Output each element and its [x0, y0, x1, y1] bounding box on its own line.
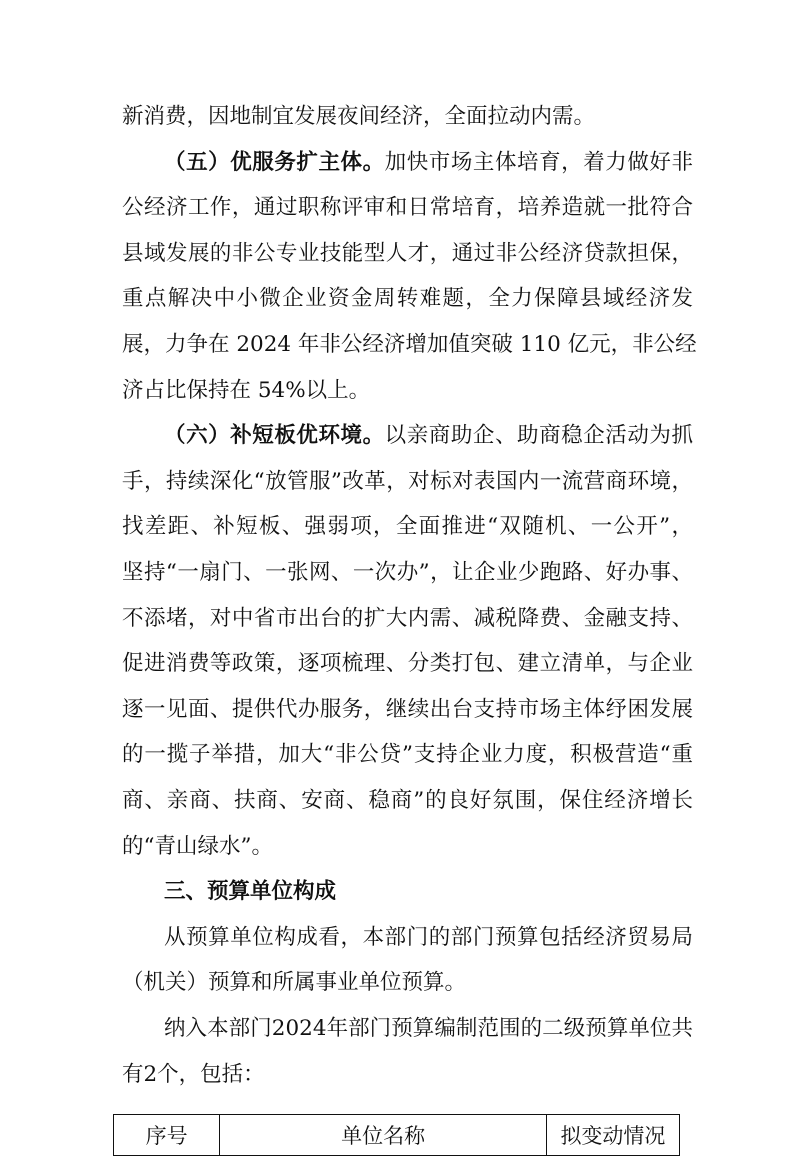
paragraph-text: 以亲商助企、助商稳企活动为抓	[384, 423, 693, 449]
paragraph-line	[164, 147, 693, 179]
paragraph-line: 有2个，包括：	[122, 1061, 265, 1087]
paragraph-line: 县域发展的非公专业技能型人才，通过非公经济贷款担保，	[122, 240, 693, 266]
column-header-unit-name: 单位名称	[220, 1115, 547, 1156]
paragraph-line: 从预算单位构成看，本部门的部门预算包括经济贸易局	[164, 924, 693, 950]
paragraph-line: 公经济工作，通过职称评审和日常培育，培养造就一批符合	[122, 195, 693, 221]
table-header-row	[114, 1115, 680, 1156]
column-header-change: 拟变动情况	[546, 1115, 679, 1156]
paragraph-line: 的“青山绿水”。	[122, 833, 273, 859]
paragraph-line: 逐一见面、提供代办服务，继续出台支持市场主体纾困发展	[122, 696, 693, 722]
paragraph-line: 找差距、补短板、强弱项，全面推进“双随机、一公开”，	[122, 514, 693, 540]
paragraph-heading: （六）补短板优环境。	[164, 423, 385, 449]
paragraph-line: 济占比保持在 54%以上。	[122, 377, 371, 403]
section-title: 三、预算单位构成	[164, 879, 337, 905]
paragraph-line: 展，力争在 2024 年非公经济增加值突破 110 亿元，非公经	[122, 332, 697, 357]
paragraph-line: （机关）预算和所属事业单位预算。	[122, 970, 467, 996]
budget-units-table	[113, 1114, 680, 1156]
paragraph-line: 坚持“一扇门、一张网、一次办”，让企业少跑路、好办事、	[122, 560, 693, 585]
paragraph-text: 加快市场主体培育，着力做好非	[384, 149, 693, 175]
paragraph-line: 促进消费等政策，逐项梳理、分类打包、建立清单，与企业	[122, 651, 693, 677]
paragraph-line: 手，持续深化“放管服”改革，对标对表国内一流营商环境，	[122, 468, 693, 494]
paragraph-line: 纳入本部门2024年部门预算编制范围的二级预算单位共	[164, 1016, 693, 1041]
paragraph-line: 的一揽子举措，加大“非公贷”支持企业力度，积极营造“重	[122, 742, 693, 768]
paragraph-line: 重点解决中小微企业资金周转难题，全力保障县域经济发	[122, 286, 693, 312]
column-header-index: 序号	[114, 1115, 220, 1156]
paragraph-line: 不添堵，对中省市出台的扩大内需、减税降费、金融支持、	[122, 605, 693, 631]
paragraph-line: 新消费，因地制宜发展夜间经济，全面拉动内需。	[122, 104, 596, 129]
paragraph-line: 商、亲商、扶商、安商、稳商”的良好氛围，保住经济增长	[122, 788, 693, 813]
paragraph-heading: （五）优服务扩主体。	[164, 149, 385, 175]
paragraph-line	[164, 420, 693, 452]
